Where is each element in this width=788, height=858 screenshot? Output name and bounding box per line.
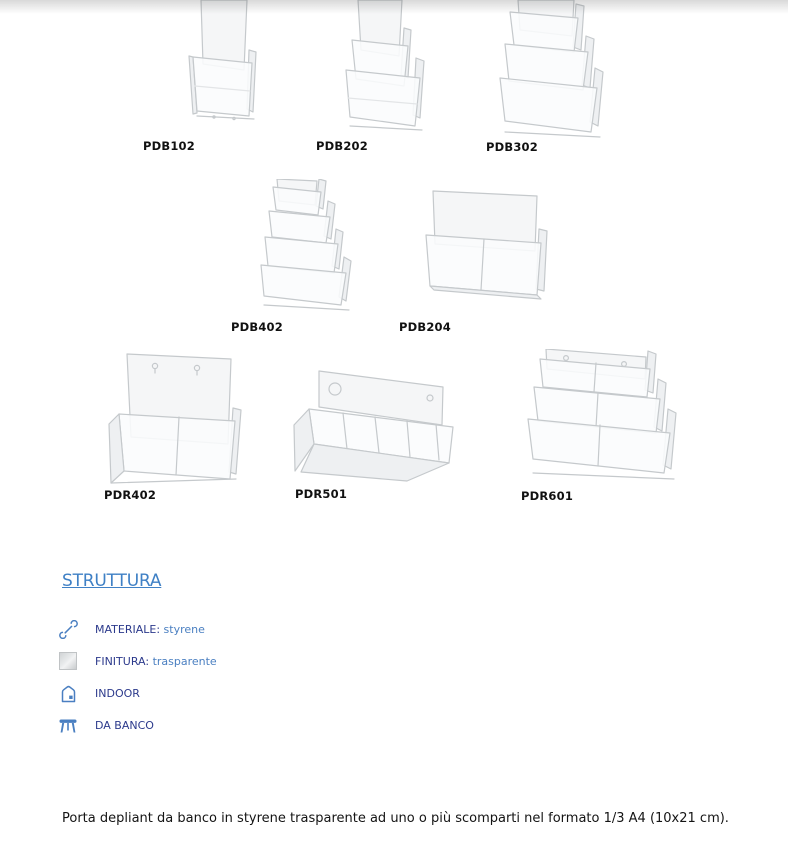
product-code-pdb202: PDB202 [316, 139, 368, 153]
feature-text [95, 687, 140, 700]
counter-table-icon [58, 715, 78, 735]
finish-swatch-icon [58, 651, 78, 671]
product-code-pdb102: PDB102 [143, 139, 195, 153]
feature-text [95, 655, 217, 668]
brochure-holder-1-pocket-illustration [168, 0, 270, 132]
product-description: Porta depliant da banco in styrene trasparente ad uno o più scomparti nel formato 1/3 A4 (10x21 cm). [62, 811, 729, 826]
brochure-holder-6-compartment-3-tier-illustration [504, 349, 691, 496]
brochure-rack-5-compartment-illustration [291, 365, 473, 499]
product-code-pdb302: PDB302 [486, 140, 538, 154]
feature-row-finitura [58, 650, 217, 672]
house-icon [58, 683, 78, 703]
brochure-holder-4-tier-illustration [249, 179, 367, 313]
product-code-pdb402: PDB402 [231, 320, 283, 334]
brochure-holder-2-tier-illustration [338, 0, 452, 136]
feature-text [95, 623, 205, 636]
product-code-pdr402: PDR402 [104, 488, 157, 502]
product-image-pdb202 [338, 0, 452, 136]
product-image-pdb204 [417, 187, 555, 315]
product-image-pdr501 [291, 365, 473, 499]
feature-row-indoor [58, 682, 140, 704]
product-code-pdb204: PDB204 [399, 320, 451, 334]
product-image-pdb102 [168, 0, 270, 132]
feature-row-materiale [58, 618, 205, 640]
feature-text [95, 719, 154, 732]
brochure-holder-3-tier-illustration [494, 0, 624, 141]
product-image-pdr601 [504, 349, 691, 496]
feature-label: FINITURA: [95, 654, 150, 668]
product-code-pdr501: PDR501 [295, 487, 348, 501]
feature-label: DA BANCO [95, 718, 154, 732]
struttura-section-link[interactable]: STRUTTURA [62, 571, 162, 591]
wrench-icon [58, 619, 78, 639]
feature-value: trasparente [152, 654, 217, 668]
feature-label: MATERIALE: [95, 622, 161, 636]
product-code-pdr601: PDR601 [521, 489, 574, 503]
feature-row-da-banco [58, 714, 154, 736]
product-image-pdb402 [249, 179, 367, 313]
feature-value: styrene [163, 622, 205, 636]
product-image-pdb302 [494, 0, 624, 141]
feature-label: INDOOR [95, 686, 140, 700]
brochure-holder-wide-2-compartment-illustration [417, 187, 555, 315]
brochure-holder-wall-2-compartment-illustration [103, 352, 260, 492]
product-image-pdr402 [103, 352, 260, 492]
